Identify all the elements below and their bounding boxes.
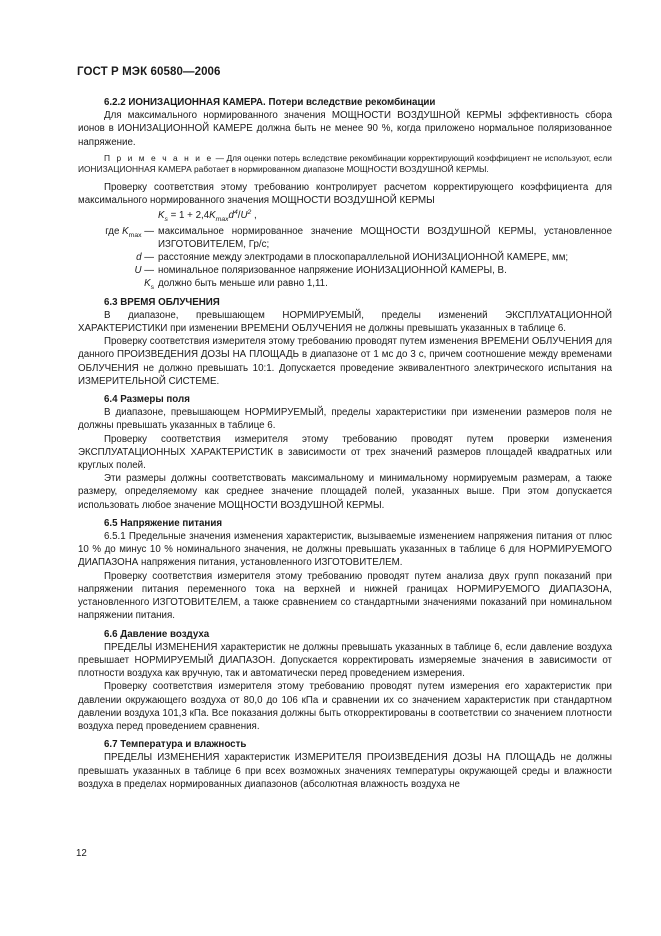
paragraph: ПРЕДЕЛЫ ИЗМЕНЕНИЯ характеристик не должны превышать указанных в таблице 6, если давление воздуха превышает НОРМИРУЕМЫЙ ДИАПАЗОН. Допускается корректировать измеряемые значения в зависимости от плотности воздуха как вручную, так и автоматически перед проведением измерения. — [78, 641, 612, 680]
paragraph: ПРЕДЕЛЫ ИЗМЕНЕНИЯ характеристик ИЗМЕРИТЕЛЯ ПРОИЗВЕДЕНИЯ ДОЗЫ НА ПЛОЩАДЬ не должны превышать указанных в таблице 6 при всех возможных значениях температуры окружающей среды и влажности воздуха в пределах нормированных диапазонов (абсолютная влажность воздуха не — [78, 752, 612, 790]
definition-row — [78, 264, 612, 277]
document-header: ГОСТ Р МЭК 60580—2006 — [77, 66, 221, 78]
variable-definitions — [78, 225, 612, 291]
section-6-7-heading: 6.7 Температура и влажность — [104, 739, 247, 751]
paragraph: 6.5.1 Предельные значения изменения характеристик, вызываемые изменением напряжения питания от плюс 10 % до минус 10 % номинального значения, не должны превышать указанных в таблице 6 для НОРМИРУЕМОГО ДИАПАЗОНА напряжения питания, установленного ИЗГОТОВИТЕЛЕМ. — [78, 531, 612, 569]
note — [78, 153, 612, 176]
paragraph: Для максимального нормированного значения МОЩНОСТИ ВОЗДУШНОЙ КЕРМЫ эффективность сбора ионов в ИОНИЗАЦИОННОЙ КАМЕРЕ должна быть не менее 90 %, когда приложено нормальное поляризованное напряжение. — [78, 110, 612, 148]
definition-symbol: U — — [134, 265, 154, 277]
document-body — [78, 94, 612, 791]
definition-text: номинальное поляризованное напряжение ИОНИЗАЦИОННОЙ КАМЕРЫ, В. — [158, 265, 507, 277]
paragraph: Эти размеры должны соответствовать максимальному и минимальному нормируемым размерам, а также размеру, определяемому как среднее значение площадей полей, указанных выше. При этом допускается использовать любое значение МОЩНОСТИ ВОЗДУШНОЙ КЕРМЫ. — [78, 473, 612, 511]
paragraph: Проверку соответствия измерителя этому требованию проводят путем изменения ВРЕМЕНИ ОБЛУЧЕНИЯ для данного ПРОИЗВЕДЕНИЯ ДОЗЫ НА ПЛОЩАДЬ в диапазоне от 1 мс до 3 с, причем соотношение между временами ОБЛУЧЕНИЯ не должно превышать 10:1. Допускается проведение эквивалентного электрического испытания на ИЗМЕРИТЕЛЬНОЙ СИСТЕМЕ. — [78, 336, 612, 387]
note-label: П р и м е ч а н и е — [104, 152, 214, 163]
definition-row — [78, 251, 612, 264]
section-6-3-heading: 6.3 ВРЕМЯ ОБЛУЧЕНИЯ — [104, 296, 220, 308]
section-6-6-heading: 6.6 Давление воздуха — [104, 628, 210, 640]
definition-symbol: d — — [136, 252, 154, 264]
paragraph: В диапазоне, превышающем НОРМИРУЕМЫЙ, пределы изменений ЭКСПЛУАТАЦИОННОЙ ХАРАКТЕРИСТИКИ при изменении ВРЕМЕНИ ОБЛУЧЕНИЯ не должны превышать указанных в таблице 6. — [78, 309, 612, 335]
definition-text: максимальное нормированное значение МОЩНОСТИ ВОЗДУШНОЙ КЕРМЫ, установленное ИЗГОТОВИТЕЛЕМ, Гр/с; — [158, 225, 612, 250]
definition-symbol: $K_s$ — [144, 278, 154, 292]
note-text: — Для оценки потерь вследствие рекомбинации корректирующий коэффициент не используют, если ИОНИЗАЦИОННАЯ КАМЕРА работает в нормированном диапазоне МОЩНОСТИ ВОЗДУШНОЙ КЕРМЫ. — [78, 152, 612, 175]
paragraph: Проверку соответствия измерителя этому требованию проводят путем анализа двух групп показаний при напряжении питания переменного тока на верхней и нижней границах НОРМИРУЕМОГО ДИАПАЗОНА, установленного ИЗГОТОВИТЕЛЕМ, а также сравнением со стандартными значениями показаний при номинальном напряжении питания. — [78, 570, 612, 622]
paragraph: Проверку соответствия измерителя этому требованию проводят путем проверки изменения ЭКСПЛУАТАЦИОННЫХ ХАРАКТЕРИСТИК в зависимости от трех значений размеров площадей квадратных или круглых полей. — [78, 433, 612, 472]
definition-text: должно быть меньше или равно 1,11. — [158, 278, 328, 290]
paragraph: В диапазоне, превышающем НОРМИРУЕМЫЙ, пределы характеристики при изменении размеров поля не должны превышать указанных в таблице 6. — [78, 407, 612, 432]
page-number: 12 — [76, 848, 87, 859]
section-6-4-heading: 6.4 Размеры поля — [104, 394, 190, 406]
formula: $K_s = 1 + 2,4K_{max}d^4/U^2$ , — [158, 209, 257, 224]
section-6-5-heading: 6.5 Напряжение питания — [104, 517, 223, 529]
definition-row — [78, 225, 612, 251]
definition-row — [78, 277, 612, 290]
section-6-2-2-heading: 6.2.2 ИОНИЗАЦИОННАЯ КАМЕРА. Потери вследствие рекомбинации — [104, 97, 436, 108]
paragraph: Проверку соответствия измерителя этому требованию проводят путем измерения его характеристик при давлении окружающего воздуха от 80,0 до 106 кПа и сравнении их со значением характеристик при стандартном давлении воздуха 101,3 кПа. Все показания должны быть откорректированы в соответствии со значением плотности воздуха перед проведением сравнения. — [78, 681, 612, 732]
paragraph: Проверку соответствия этому требованию контролирует расчетом корректирующего коэффициента для максимального нормированного значения МОЩНОСТИ ВОЗДУШНОЙ КЕРМЫ — [78, 182, 612, 207]
definition-symbol: где $K_{max}$ — — [105, 225, 154, 239]
definition-text: расстояние между электродами в плоскопараллельной ИОНИЗАЦИОННОЙ КАМЕРЕ, мм; — [158, 252, 569, 264]
